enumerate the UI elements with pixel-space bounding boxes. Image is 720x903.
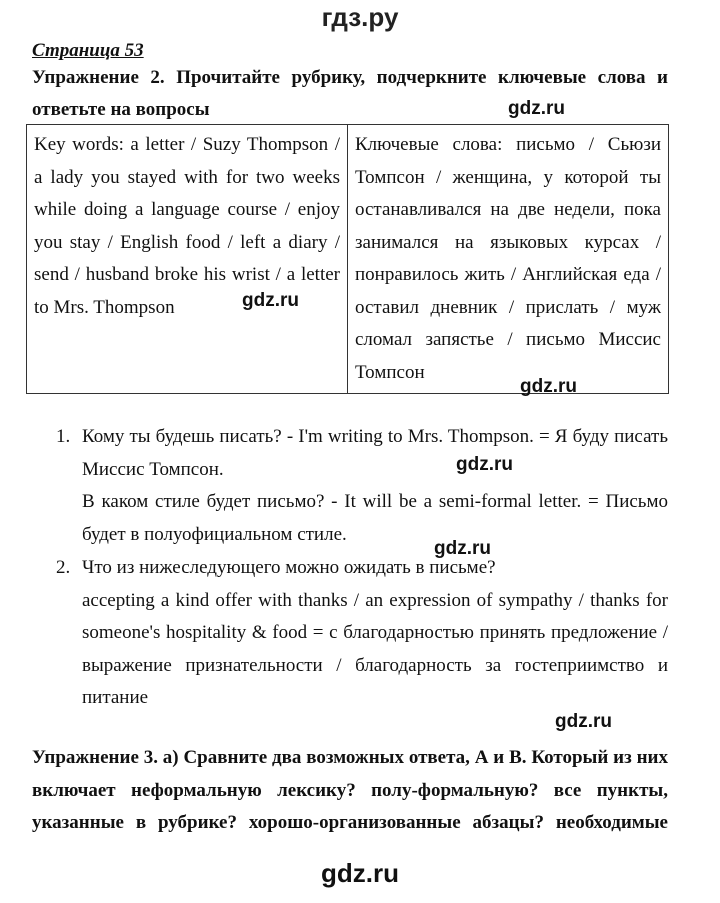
question-number: 1. (56, 426, 71, 447)
keywords-russian-cell: Ключевые слова: письмо / Сьюзи Томпсон / женщина, у которой ты останавливался на две недели, пока занимался на языковых курсах / понравилось жить / Английская еда / оставил дневник / прислать / муж сломал запястье / письмо Миссис Томпсон (348, 125, 669, 394)
watermark: gdz.ru (456, 454, 513, 475)
watermark: gdz.ru (520, 376, 577, 397)
question-text: В каком стиле будет письмо? - It will be a semi-formal letter. = Письмо будет в полуофициальном стиле. (82, 491, 668, 545)
question-text: Кому ты будешь писать? - I'm writing to Mrs. Thompson. = Я буду писать Миссис Томпсон. (82, 426, 668, 480)
question-item-1 (56, 421, 668, 551)
exercise2-heading-line1: Упражнение 2. Прочитайте рубрику, подчеркните ключевые слова и (32, 67, 668, 88)
site-header[interactable]: гдз.ру (321, 2, 399, 32)
watermark: gdz.ru (555, 711, 612, 732)
keywords-english-cell: Key words: a letter / Suzy Thompson / a lady you stayed with for two weeks while doing a language course / enjoy you stay / English food / left a diary / send / husband broke his wrist / a letter to Mrs. Thompson (27, 125, 348, 394)
question-number: 2. (56, 557, 71, 578)
keywords-table (26, 124, 669, 394)
exercise2-heading-line2: ответьте на вопросы (32, 99, 210, 120)
watermark: gdz.ru (242, 290, 299, 311)
exercise3-text: Упражнение 3. а) Сравните два возможных ответа, А и В. Который из них включает неформальную лексику? полу-формальную? все пункты, указанные в рубрике? хорошо-организованные абзацы? необходимые (32, 747, 668, 833)
watermark: gdz.ru (508, 98, 565, 119)
question-text: Что из нижеследующего можно ожидать в письме? (82, 557, 496, 578)
footer-watermark[interactable]: gdz.ru (321, 858, 399, 888)
watermark: gdz.ru (434, 538, 491, 559)
question-item-2 (56, 552, 668, 715)
question-text: accepting a kind offer with thanks / an expression of sympathy / thanks for someone's hospitality & food = с благодарностью принять предложение / выражение признательности / благодарность за гостеприимство и питание (82, 589, 668, 708)
page-title: Страница 53 (32, 40, 144, 61)
table-row (27, 125, 669, 394)
